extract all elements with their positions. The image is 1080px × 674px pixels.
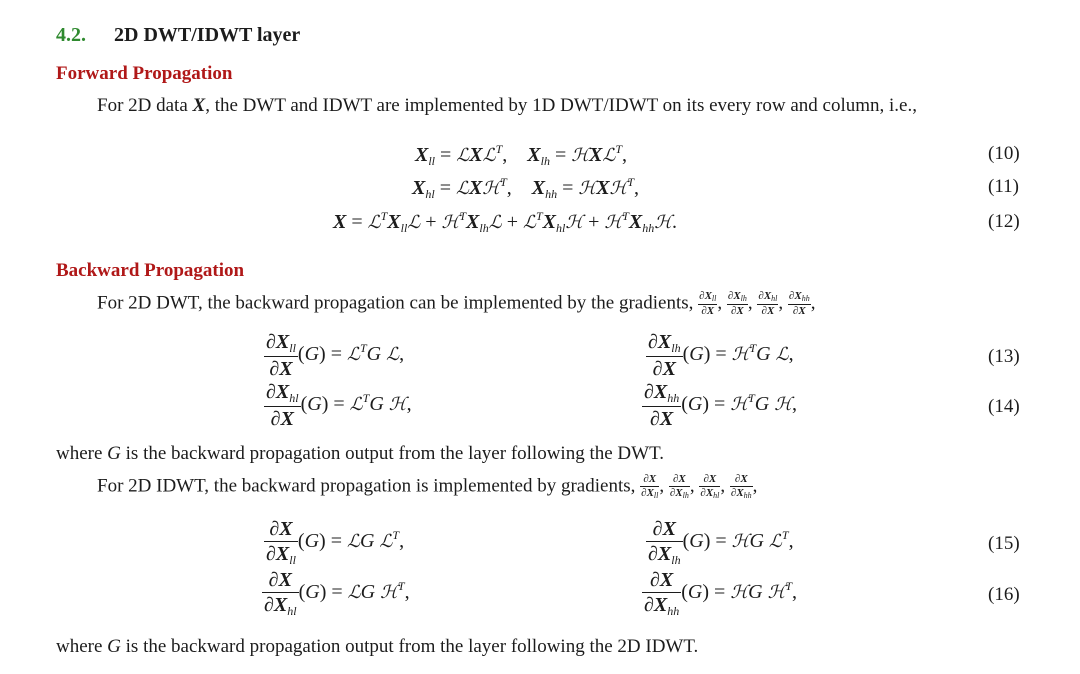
equation-number-10: (10)	[988, 143, 1020, 164]
equation-16-right: $\frac{\partial X}{\partial X_{hh}}$ (G) = ℋG ℋ$^T$,	[644, 569, 798, 618]
equation-number-11: (11)	[988, 176, 1019, 197]
equation-10: $X_{ll}$ = ℒXℒ$^T$, $X_{lh}$ = ℋXℒ$^T$,	[415, 142, 628, 168]
equation-12: $X = ℒ^TX_{ll}ℒ$ + $ℋ^TX_{lh}ℒ$ + $ℒ^TX_{hl}ℋ$ + $ℋ^TX_{hh}ℋ$.	[333, 209, 678, 235]
equation-11: $X_{hl}$ = ℒXℋ$^T$, $X_{hh}$ = ℋXℋ$^T$,	[412, 175, 640, 201]
equation-number-15: (15)	[988, 533, 1020, 554]
equation-13-left: $\frac{\partial X_{ll}}{\partial X}$ (G) = ℒ$^T$G ℒ,	[266, 331, 405, 380]
backward-idwt-intro: For 2D IDWT, the backward propagation is implemented by gradients, ∂X ∂Xll , ∂X ∂Xlh , ∂X ∂Xhl , ∂X ∂Xhh ,	[97, 473, 758, 500]
equation-number-13: (13)	[988, 346, 1020, 367]
equation-number-14: (14)	[988, 396, 1020, 417]
backward-propagation-heading: Backward Propagation	[56, 260, 245, 281]
equation-15-left: $\frac{\partial X}{\partial X_{ll}}$ (G) = ℒG ℒ$^T$,	[266, 518, 405, 567]
equation-number-12: (12)	[988, 211, 1020, 232]
equation-14-right: $\frac{\partial X_{hh}}{\partial X}$ (G) = ℋ$^T$G ℋ,	[644, 381, 798, 430]
backward-dwt-intro: For 2D DWT, the backward propagation can be implemented by the gradients, ∂Xll ∂X , ∂Xlh ∂X , ∂Xhl ∂X , ∂Xhh ∂X ,	[97, 290, 816, 317]
equation-16-left: $\frac{\partial X}{\partial X_{hl}}$ (G) = ℒG ℋ$^T$,	[264, 569, 410, 618]
forward-propagation-heading: Forward Propagation	[56, 63, 233, 84]
section-number: 4.2.	[56, 24, 86, 46]
section-title: 2D DWT/IDWT layer	[114, 24, 301, 46]
equation-number-16: (16)	[988, 584, 1020, 605]
equation-13-right: $\frac{\partial X_{lh}}{\partial X}$ (G) = ℋ$^T$G ℒ,	[648, 331, 794, 380]
where-g-idwt: where G is the backward propagation output from the layer following the 2D IDWT.	[56, 636, 699, 657]
forward-intro: For 2D data X, the DWT and IDWT are implemented by 1D DWT/IDWT on its every row and column, i.e.,	[97, 95, 917, 116]
equation-15-right: $\frac{\partial X}{\partial X_{lh}}$ (G) = ℋG ℒ$^T$,	[648, 518, 794, 567]
where-g-dwt: where G is the backward propagation output from the layer following the DWT.	[56, 443, 665, 464]
equation-14-left: $\frac{\partial X_{hl}}{\partial X}$ (G) = ℒ$^T$G ℋ,	[266, 381, 412, 430]
